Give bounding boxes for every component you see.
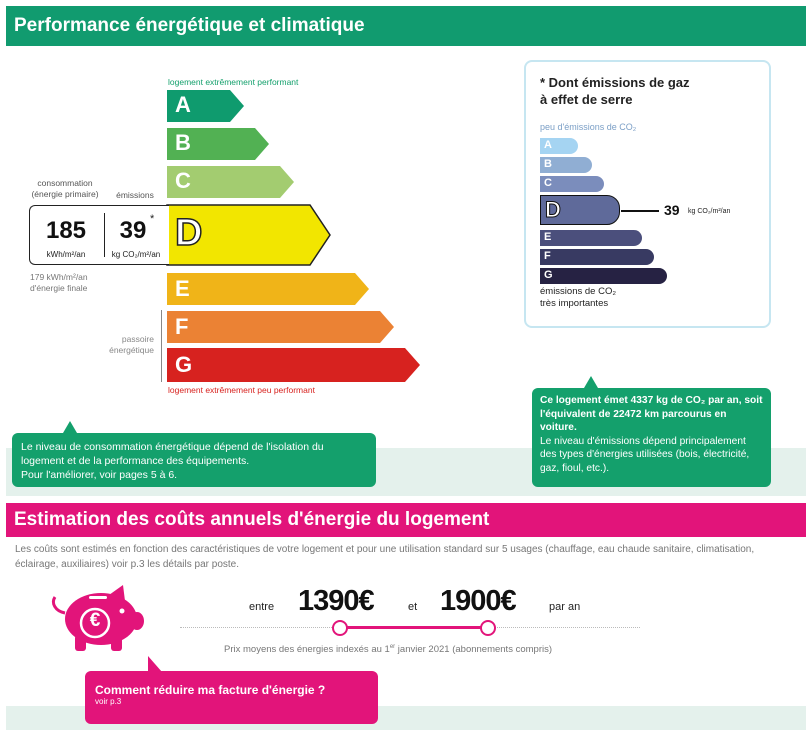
ges-letter-e: E xyxy=(544,231,552,243)
dpe-letter-g: G xyxy=(175,352,193,377)
dpe-letter-c: C xyxy=(175,168,191,193)
dpe-bar-e xyxy=(167,273,369,305)
dpe-section-title: Performance énergétique et climatique xyxy=(6,6,806,46)
dpe-letter-d: D xyxy=(175,212,203,254)
ges-letter-f: F xyxy=(544,250,551,262)
ges-callout xyxy=(532,388,771,487)
ges-value: 39 xyxy=(664,202,680,218)
ges-value-line xyxy=(621,210,659,212)
cost-low-marker xyxy=(332,620,348,636)
ges-callout-bold: Ce logement émet 4337 kg de CO₂ par an, soit l'équivalent de 22472 km parcourus en voiture. xyxy=(540,395,763,433)
prices-note-pre: Prix moyens des énergies indexés au 1 xyxy=(224,644,390,656)
passoire-label: passoire énergétique xyxy=(109,334,154,355)
cost-per-year-label: par an xyxy=(549,601,581,613)
dpe-bottom-label: logement extrêmement peu performant xyxy=(168,385,315,395)
emissions-star: * xyxy=(150,213,155,225)
consumption-header: consommation (énergie primaire) xyxy=(31,178,99,199)
dpe-top-label: logement extrêmement performant xyxy=(168,77,299,87)
passoire-bracket xyxy=(161,310,162,382)
cost-range-bar xyxy=(340,626,488,629)
costs-description: Les coûts sont estimés en fonction des caractéristiques de votre logement et pour une utilisation standard sur 5 usages (chauffage, eau chaude sanitaire, climatisation, éclairage, auxiliaires) voir p.3 les détails par poste. xyxy=(15,544,755,570)
cost-high-marker xyxy=(480,620,496,636)
ges-top-label: peu d'émissions de CO₂ xyxy=(540,122,637,132)
ges-bottom-label: émissions de CO₂ très importantes xyxy=(540,286,617,309)
dpe-bar-g xyxy=(167,348,420,382)
ges-unit: kg CO₂/m²/an xyxy=(688,208,731,215)
prices-note xyxy=(224,644,552,655)
ges-letter-c: C xyxy=(544,177,552,189)
costs-section-title: Estimation des coûts annuels d'énergie du logement xyxy=(6,503,806,537)
dpe-callout: Le niveau de consommation énergétique dépend de l'isolation du logement et de la performance des équipements. Pour l'améliorer, voir pages 5 à 6. xyxy=(12,433,376,487)
cost-between-label: entre xyxy=(249,601,275,613)
ges-bar-g xyxy=(540,268,667,284)
ges-title: * Dont émissions de gaz à effet de serre xyxy=(540,75,690,107)
costs-callout-sub: voir p.3 xyxy=(95,697,122,706)
ges-letter-g: G xyxy=(544,269,553,281)
ges-bar-f xyxy=(540,249,654,265)
ges-bar-b xyxy=(540,157,592,173)
dpe-letter-a: A xyxy=(175,92,191,117)
euro-icon: € xyxy=(89,610,101,631)
emissions-value: 39 xyxy=(119,217,147,244)
dpe-bar-f xyxy=(167,311,394,343)
cost-high-value: 1900€ xyxy=(440,585,516,617)
consumption-value: 185 xyxy=(45,217,87,244)
ges-callout-text: Le niveau d'émissions dépend principalement des types d'énergies utilisées (bois, électricité, gaz, fioul, etc.). xyxy=(540,435,750,474)
ges-letter-d: D xyxy=(545,197,561,222)
costs-callout-pointer xyxy=(148,656,162,672)
ges-letter-a: A xyxy=(544,139,552,151)
ges-bar-e xyxy=(540,230,642,246)
dpe-letter-f: F xyxy=(175,314,189,339)
ges-bar-d xyxy=(540,195,620,225)
costs-callout[interactable] xyxy=(85,671,378,724)
cost-and-label: et xyxy=(408,601,418,613)
ges-bar-c xyxy=(540,176,604,192)
ges-callout-pointer xyxy=(584,376,598,388)
ges-letter-b: B xyxy=(544,158,552,170)
dpe-callout-pointer xyxy=(63,421,77,433)
prices-note-post: janvier 2021 (abonnements compris) xyxy=(395,644,553,656)
costs-callout-title: Comment réduire ma facture d'énergie ? xyxy=(95,683,326,697)
box-divider xyxy=(104,213,105,257)
dpe-letter-e: E xyxy=(175,276,190,301)
cost-low-value: 1390€ xyxy=(298,585,374,617)
ges-bar-a xyxy=(540,138,578,154)
final-energy-note: 179 kWh/m²/an d'énergie finale xyxy=(30,272,88,293)
emissions-header: émissions xyxy=(116,190,154,200)
prices-note-sup: er xyxy=(389,644,396,650)
consumption-unit: kWh/m²/an xyxy=(46,250,86,259)
dpe-letter-b: B xyxy=(175,130,191,155)
emissions-unit: kg CO₂/m²/an xyxy=(111,250,161,259)
